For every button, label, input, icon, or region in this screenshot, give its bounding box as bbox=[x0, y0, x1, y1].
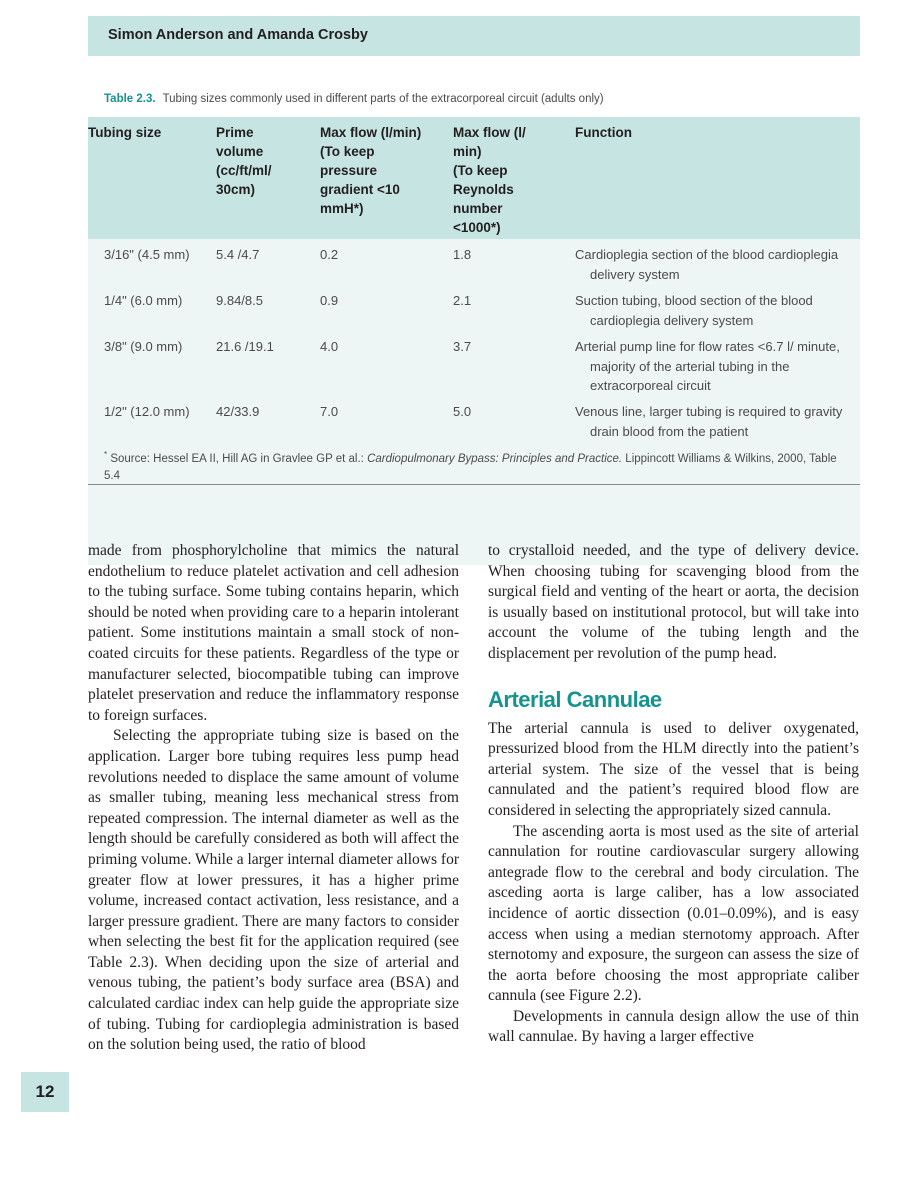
cell-size: 1/2" (12.0 mm) bbox=[104, 404, 190, 419]
cell-function: Venous line, larger tubing is required to gravity drain blood from the patient bbox=[575, 404, 843, 439]
table-footnote bbox=[104, 446, 844, 485]
cell-flow-pressure: 0.2 bbox=[320, 247, 339, 262]
table-header-row bbox=[88, 117, 860, 239]
cell-prime: 21.6 /19.1 bbox=[216, 339, 274, 354]
paragraph: Selecting the appropriate tubing size is based on the application. Larger bore tubing requires less pump head revolutions needed to displace the same amount of volume as smaller tubing, meaning less mechanical stress from repeated compression. The internal diameter as well as the length should be carefully considered as both will affect the priming volume. While a larger internal diameter allows for greater flow at lower pressures, it has a higher prime volume, increased contact activation, less resistance, and a larger pressure gradient. There are many factors to consider when selecting the best fit for the application required (see Table 2.3). When deciding upon the size of arterial and venous tubing, the patient’s body surface area (BSA) and calculated cardiac index can help guide the appropriate size of tubing. Tubing for cardioplegia administration is based on the solution being used, the ratio of blood bbox=[88, 727, 459, 1054]
header-max-flow-reynolds: Max flow (l/ min) (To keep Reynolds number <1000*) bbox=[453, 125, 526, 235]
left-column bbox=[88, 541, 459, 1056]
paragraph: The arterial cannula is used to deliver oxygenated, pressurized blood from the HLM directly into the patient’s arterial system. The size of the vessel that is being cannulated and the patient’s required blood flow are considered in selecting the appropriately sized cannula. bbox=[488, 719, 859, 819]
cell-flow-pressure: 4.0 bbox=[320, 339, 339, 354]
table-caption bbox=[104, 93, 864, 105]
footnote-source: Source: Hessel EA II, Hill AG in Gravlee GP et al.: bbox=[107, 452, 368, 465]
header-prime-volume: Prime volume (cc/ft/ml/ 30cm) bbox=[216, 125, 272, 197]
cell-prime: 9.84/8.5 bbox=[216, 293, 263, 308]
cell-function: Suction tubing, blood section of the blood cardioplegia delivery system bbox=[575, 293, 813, 328]
header-max-flow-pressure: Max flow (l/min) (To keep pressure gradient <10 mmH*) bbox=[320, 125, 422, 216]
cell-flow-reynolds: 3.7 bbox=[453, 339, 472, 354]
paragraph: made from phosphorylcholine that mimics the natural endothelium to reduce platelet activation and cell adhesion to the tubing surface. Some tubing contains heparin, which should be noted when providing care to a heparin intolerant patient. Some institutions maintain a small stock of non-coated circuits for these patients. Regardless of the type or manufacturer selected, biocompatible tubing can improve platelet preservation and reduce the inflammatory response to foreign surfaces. bbox=[88, 542, 459, 724]
header-authors: Simon Anderson and Amanda Crosby bbox=[108, 27, 368, 43]
running-header bbox=[88, 16, 860, 56]
header-function: Function bbox=[575, 125, 632, 140]
cell-prime: 5.4 /4.7 bbox=[216, 247, 260, 262]
footnote-mark: * bbox=[104, 450, 108, 459]
table-body bbox=[88, 239, 860, 565]
cell-flow-reynolds: 1.8 bbox=[453, 247, 472, 262]
header-tubing-size: Tubing size bbox=[88, 125, 162, 140]
cell-function: Arterial pump line for flow rates <6.7 l/ minute, majority of the arterial tubing in the extracorporeal circuit bbox=[575, 339, 840, 393]
paragraph: Developments in cannula design allow the use of thin wall cannulae. By having a larger effective bbox=[488, 1007, 859, 1046]
cell-function: Cardioplegia section of the blood cardioplegia delivery system bbox=[575, 247, 839, 282]
table-caption-text: Tubing sizes commonly used in different parts of the extracorporeal circuit (adults only) bbox=[162, 93, 604, 105]
cell-flow-pressure: 0.9 bbox=[320, 293, 339, 308]
section-heading: Arterial Cannulae bbox=[488, 686, 662, 712]
footnote-book-title: Cardiopulmonary Bypass: Principles and Practice. bbox=[367, 452, 623, 465]
cell-flow-reynolds: 2.1 bbox=[453, 293, 472, 308]
right-column bbox=[488, 541, 859, 1048]
paragraph: The ascending aorta is most used as the site of arterial cannulation for routine cardiovascular surgery allowing antegrade flow to the cerebral and body circulation. The asceding aorta is large caliber, has a low associated incidence of aortic dissection (0.01–0.09%), and is easy access when using a median sternotomy approach. After sternotomy and exposure, the surgeon can assess the size of the aorta before choosing the most appropriate caliber cannula (see Figure 2.2). bbox=[488, 822, 859, 1005]
page-number: 12 bbox=[21, 1072, 69, 1112]
tubing-sizes-table bbox=[88, 117, 860, 565]
cell-prime: 42/33.9 bbox=[216, 404, 260, 419]
cell-size: 3/16" (4.5 mm) bbox=[104, 247, 190, 262]
table-bottom-rule bbox=[88, 484, 860, 485]
cell-flow-pressure: 7.0 bbox=[320, 404, 339, 419]
cell-size: 1/4" (6.0 mm) bbox=[104, 293, 183, 308]
cell-size: 3/8" (9.0 mm) bbox=[104, 339, 183, 354]
paragraph: to crystalloid needed, and the type of delivery device. When choosing tubing for scavenging blood from the surgical field and venting of the heart or aorta, the decision is usually based on institutional protocol, but will take into account the volume of the tubing length and the displacement per revolution of the pump head. bbox=[488, 542, 859, 662]
footnote-publisher: Lippincott Williams & Wilkins, 2000, Table 5.4 bbox=[104, 452, 837, 482]
table-caption-number: Table 2.3. bbox=[104, 93, 156, 105]
cell-flow-reynolds: 5.0 bbox=[453, 404, 472, 419]
